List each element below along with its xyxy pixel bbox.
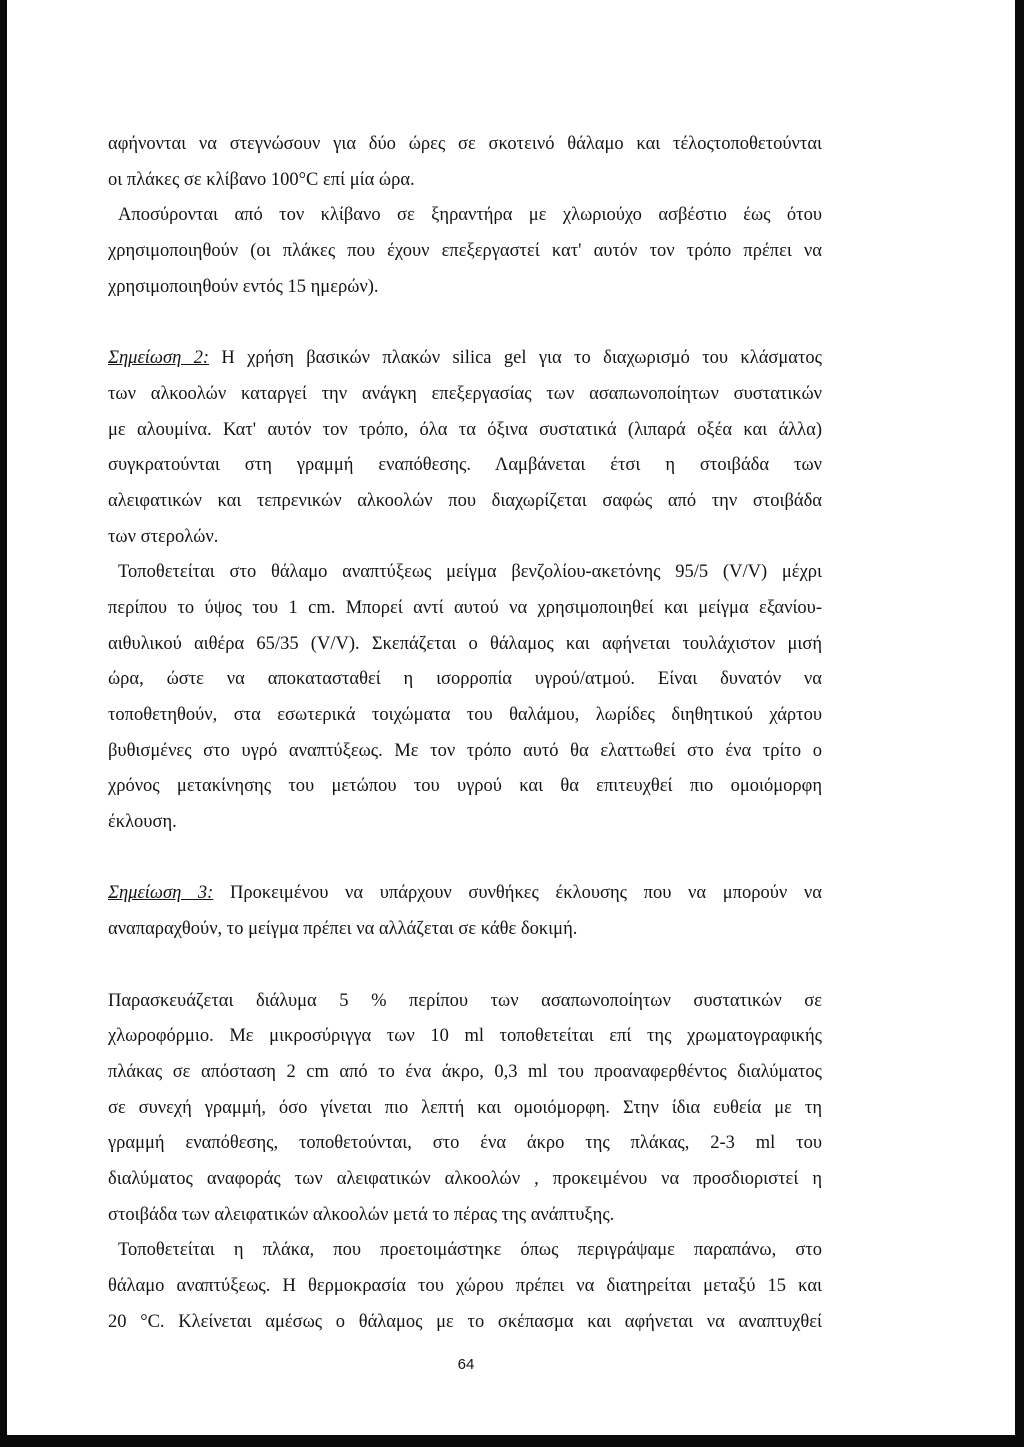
- page-number: 64: [457, 1356, 475, 1373]
- text-line: βυθισμένες στο υγρό αναπτύξεως. Με τον τρόπο αυτό θα ελαττωθεί στο ένα τρίτο ο: [108, 740, 822, 761]
- text-line: αφήνονται να στεγνώσουν για δύο ώρες σε σκοτεινό θάλαμο και τέλοςτοποθετούνται: [108, 134, 822, 154]
- text-line: [108, 876, 822, 912]
- paragraph-solution: [108, 984, 822, 1234]
- text-line: χλωροφόρμιο. Με μικροσύριγγα των 10 ml τοποθετείται επί της χρωματογραφικής: [108, 1026, 822, 1047]
- text-line: Τοποθετείται στο θάλαμο αναπτύξεως μείγμα βενζολίου-ακετόνης 95/5 (V/V) μέχρι: [118, 562, 822, 583]
- text-line: στοιβάδα των αλειφατικών αλκοολών μετά το πέρας της ανάπτυξης.: [108, 1204, 615, 1225]
- text-line: αναπαραχθούν, το μείγμα πρέπει να αλλάζεται σε κάθε δοκιμή.: [108, 919, 578, 940]
- blank-line: [108, 305, 822, 341]
- text-line: περίπου το ύψος του 1 cm. Μπορεί αντί αυτού να χρησιμοποιηθεί και μείγμα εξανίου-: [108, 597, 822, 618]
- text-line: Τοποθετείται η πλάκα, που προετοιμάστηκε όπως περιγράψαμε παραπάνω, στο: [118, 1240, 822, 1261]
- text-line: των στερολών.: [108, 526, 219, 547]
- body-text: [108, 127, 822, 1340]
- note-label: Σημείωση 3:: [108, 883, 214, 904]
- text-line: έκλουση.: [108, 812, 177, 833]
- text-line: αιθυλικού αιθέρα 65/35 (V/V). Σκεπάζεται ο θάλαμος και αφήνεται τουλάχιστον μισή: [108, 633, 822, 654]
- text-line: 20 °C. Κλείνεται αμέσως ο θάλαμος με το σκέπασμα και αφήνεται να αναπτυχθεί: [108, 1311, 822, 1332]
- paragraph-storage: [108, 198, 822, 305]
- text-line: Αποσύρονται από τον κλίβανο σε ξηραντήρα με χλωριούχο ασβέστιο έως ότου: [118, 205, 822, 226]
- paragraph-placement: [108, 1233, 822, 1340]
- note-label: Σημείωση 2:: [108, 348, 210, 369]
- note-text: Η χρήση βασικών πλακών silica gel για το διαχωρισμό του κλάσματος: [221, 348, 822, 369]
- text-line: [108, 341, 822, 377]
- text-line: θάλαμο αναπτύξεως. Η θερμοκρασία του χώρου πρέπει να διατηρείται μεταξύ 15 και: [108, 1276, 822, 1296]
- blank-line: [108, 841, 822, 877]
- text-line: ώρα, ώστε να αποκατασταθεί η ισορροπία υγρού/ατμού. Είναι δυνατόν να: [108, 669, 822, 690]
- text-line: των αλκοολών καταργεί την ανάγκη επεξεργασίας των ασαπωνοποίητων συστατικών: [108, 383, 822, 404]
- note-3: [108, 876, 822, 947]
- text-line: αλειφατικών και τεπρενικών αλκοολών που διαχωρίζεται σαφώς από την στοιβάδα: [108, 490, 822, 511]
- scan-edge-left: [0, 0, 7, 1447]
- note-2: [108, 341, 822, 555]
- text-line: πλάκας σε απόσταση 2 cm από το ένα άκρο, 0,3 ml του προαναφερθέντος διαλύματος: [108, 1061, 822, 1082]
- text-line: οι πλάκες σε κλίβανο 100°C επί μία ώρα.: [108, 169, 415, 190]
- text-line: σε συνεχή γραμμή, όσο γίνεται πιο λεπτή και ομοιόμορφη. Στην ίδια ευθεία με τη: [108, 1097, 822, 1118]
- text-line: Παρασκευάζεται διάλυμα 5 % περίπου των ασαπωνοποίητων συστατικών σε: [108, 990, 822, 1011]
- text-line: τοποθετηθούν, στα εσωτερικά τοιχώματα του θαλάμου, λωρίδες διηθητικού χάρτου: [108, 705, 822, 725]
- text-line: χρησιμοποιηθούν (οι πλάκες που έχουν επεξεργαστεί κατ' αυτόν τον τρόπο πρέπει να: [108, 241, 822, 262]
- text-line: χρόνος μετακίνησης του μετώπου του υγρού και θα επιτευχθεί πιο ομοιόμορφη: [108, 776, 822, 797]
- text-line: συγκρατούνται στη γραμμή εναπόθεσης. Λαμβάνεται έτσι η στοιβάδα των: [108, 455, 822, 476]
- paragraph-solvent: [108, 555, 822, 841]
- note-text: Προκειμένου να υπάρχουν συνθήκες έκλουσης που να μπορούν να: [230, 883, 822, 904]
- text-line: χρησιμοποιηθούν εντός 15 ημερών).: [108, 276, 379, 297]
- text-line: με αλουμίνα. Κατ' αυτόν τον τρόπο, όλα τα όξινα συστατικά (λιπαρά οξέα και άλλα): [108, 419, 822, 440]
- paragraph-continuation: [108, 127, 822, 198]
- blank-line: [108, 948, 822, 984]
- text-line: γραμμή εναπόθεσης, τοποθετούνται, στο ένα άκρο της πλάκας, 2-3 ml του: [108, 1133, 822, 1154]
- scan-edge-bottom: [0, 1435, 1024, 1447]
- scan-edge-right: [1015, 0, 1024, 1447]
- text-line: διαλύματος αναφοράς των αλειφατικών αλκοολών , προκειμένου να προσδιοριστεί η: [108, 1168, 822, 1189]
